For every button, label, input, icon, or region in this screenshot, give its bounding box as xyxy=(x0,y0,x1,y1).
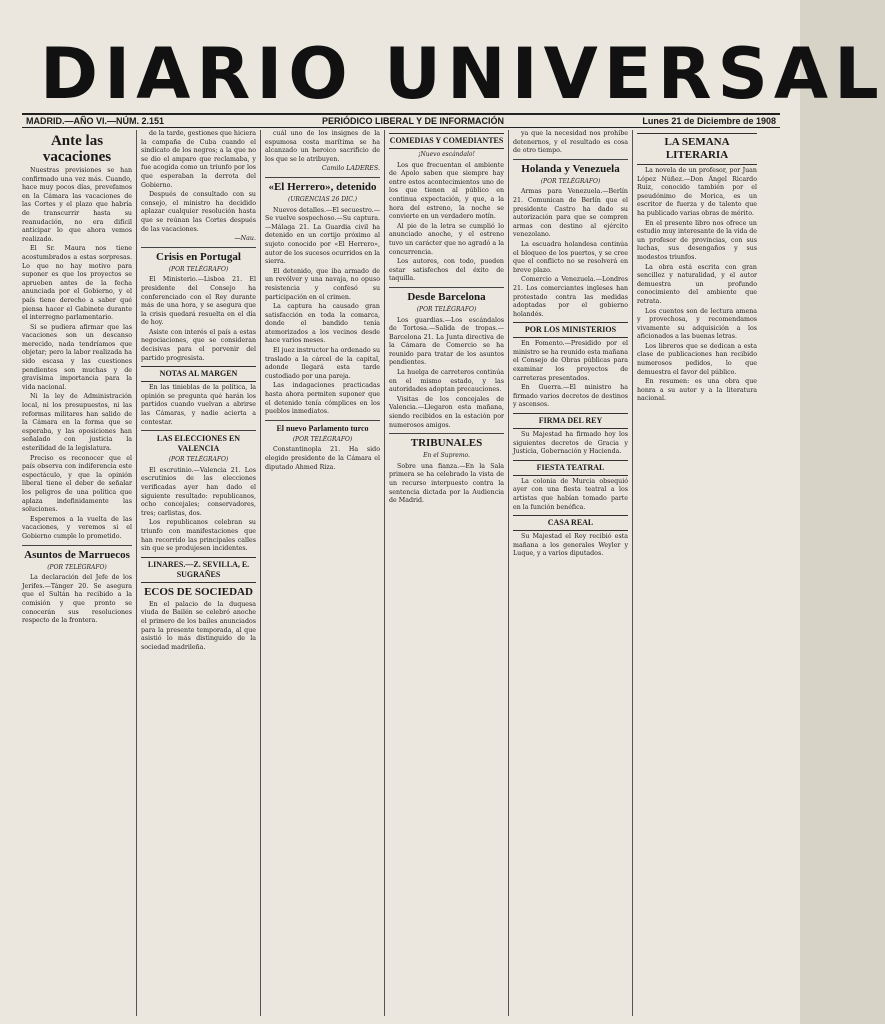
divider xyxy=(513,159,628,160)
column-6 xyxy=(637,130,757,1016)
issue-number: MADRID.—AÑO VI.—NÚM. 2.151 xyxy=(26,116,165,126)
paragraph: La colonia de Murcia obsequió ayer con una fiesta teatral a los artistas que habían tomado parte en la función benéfica. xyxy=(513,477,628,511)
paragraph: Los autores, con todo, pueden estar satisfechos del éxito de taquilla. xyxy=(389,258,504,283)
section-subtitle: (POR TELÉGRAFO) xyxy=(416,305,477,313)
divider xyxy=(22,545,132,546)
paragraph: Sobre una fianza.—En la Sala primera se ha celebrado la vista de un recurso interpuesto contra la sentencia dictada por la Audiencia de Madrid. xyxy=(389,462,504,505)
paragraph: El Sr. Maura nos tiene acostumbrados a estas sorpresas. Lo que no hay motivo para suponer es que los proyectos se aprueben antes de la fecha anunciada por el Gobierno, y el país tiene derecho a saber qué piensa hacer el Gabinete durante el interregno parlamentario. xyxy=(22,245,132,322)
article-headline: Ante las vacaciones xyxy=(42,133,112,165)
section-subtitle: (POR TELÉGRAFO) xyxy=(168,265,229,273)
section-subtitle: (POR TELÉGRAFO) xyxy=(47,563,107,571)
section-subtitle: (POR TELÉGRAFO) xyxy=(168,456,229,464)
paragraph: La huelga de carreteros continúa en el mismo estado, y las autoridades adoptan precauciones. xyxy=(389,369,504,394)
column-5 xyxy=(513,130,628,1016)
paragraph: Al pie de la letra se cumplió lo anunciado anoche, y el estreno tuvo un carácter que no agradó a la concurrencia. xyxy=(389,222,504,256)
divider xyxy=(389,287,504,288)
advert-strip: LINARES.—Z. SEVILLA, E. SUGRAÑES xyxy=(141,557,256,583)
paragraph: Su Majestad el Rey recibió esta mañana a los generales Weyler y Luque, y a varios diputados. xyxy=(513,533,628,558)
paragraph: Los republicanos celebran su triunfo con manifestaciones que han recorrido las principales calles sin que se produjesen incidentes. xyxy=(141,519,256,553)
column-divider xyxy=(632,130,633,1016)
section-headline: El nuevo Parlamento turco xyxy=(276,423,369,433)
column-divider xyxy=(260,130,261,1016)
section-headline: Holanda y Venezuela xyxy=(521,162,620,175)
paragraph: En las tinieblas de la política, la opinión se pregunta qué harán los partidos cuando vuelvan a abrirse las Cámaras, y nadie acierta a contestar. xyxy=(141,384,256,426)
paragraph: En resumen: es una obra que honra a su autor y a la literatura nacional. xyxy=(637,378,757,403)
divider xyxy=(265,177,380,178)
section-headline: TRIBUNALES xyxy=(410,437,483,450)
paragraph: La novela de un profesor, por Juan López Núñez.—Don Ángel Ricardo Ruiz, conocido también por el pseudónimo de Morica, es un escritor de fuerza y de talento que ha publicado varias obras de mérito. xyxy=(637,167,757,217)
paragraph: La captura ha causado gran satisfacción en toda la comarca, donde el bandido tenía atemorizados a los vecinos desde hace varios meses. xyxy=(265,303,380,345)
paragraph: El Ministerio.—Lisboa 21. El presidente del Consejo ha conferenciado con el Rey durante más de una hora, y se asegura que la crisis quedará resuelta en el día de hoy. xyxy=(141,276,256,327)
section-headline: COMEDIAS Y COMEDIANTES xyxy=(389,133,504,149)
section-headline: Desde Barcelona xyxy=(407,290,486,303)
section-headline: Crisis en Portugal xyxy=(156,250,241,263)
paragraph: La obra está escrita con gran sencillez y naturalidad, y el autor demuestra un profundo conocimiento del ambiente que retrata. xyxy=(637,263,757,305)
section-headline: FIRMA DEL REY xyxy=(513,413,628,429)
section-headline: «El Herrero», detenido xyxy=(268,180,377,193)
paragraph: Constantinopla 21. Ha sido elegido presidente de la Cámara el diputado Ahmed Riza. xyxy=(265,446,380,471)
paragraph: Los guardias.—Los escándalos de Tortosa.—Salida de tropas.—Barcelona 21. La Junta directiva de la Cámara de Comercio se ha reunido para tratar de los asuntos pendientes. xyxy=(389,316,504,367)
column-divider xyxy=(136,130,137,1016)
paragraph: Si se pudiera afirmar que las vacaciones son un descanso merecido, nada tendríamos que objetar; pero la labor realizada ha sido escasa y las cuestiones pendientes son muchas y de gravísima importancia para la vida nacional. xyxy=(22,323,132,391)
paragraph: Los libreros que se dedican a esta clase de publicaciones han recibido numerosos pedidos, lo que demuestra el favor del público. xyxy=(637,342,757,376)
column-1 xyxy=(22,130,132,1016)
divider xyxy=(389,433,504,434)
divider xyxy=(265,420,380,421)
section-headline: CASA REAL xyxy=(513,515,628,531)
signature: —Nau. xyxy=(234,235,256,243)
section-headline: FIESTA TEATRAL xyxy=(513,460,628,476)
paragraph: cuál uno de los insignes de la espumosa costa marítima se ha alcanzado un heroico sacrificio de los que se le atribuyen. xyxy=(265,130,380,163)
section-headline: Asuntos de Marruecos xyxy=(24,548,130,561)
section-headline: POR LOS MINISTERIOS xyxy=(513,322,628,338)
paragraph: Las indagaciones practicadas hasta ahora permiten suponer que el detenido tenía cómplices en los pueblos inmediatos. xyxy=(265,382,380,416)
section-subtitle: En el Supremo. xyxy=(423,452,470,460)
paragraph: Visitas de los concejales de Valencia.—Llegaron esta mañana, siendo recibidos en la estación por numerosos amigos. xyxy=(389,395,504,429)
column-4 xyxy=(389,130,504,1016)
paper-subtitle: PERIÓDICO LIBERAL Y DE INFORMACIÓN xyxy=(322,116,505,126)
paragraph: En Guerra.—El ministro ha firmado varios decretos de destinos y ascensos. xyxy=(513,384,628,409)
section-subtitle: (POR TELÉGRAFO) xyxy=(540,177,601,185)
paragraph: Ni la ley de Administración local, ni los presupuestos, ni las reformas militares han salido de la Cámara en la forma que se esperaba, y las oposiciones han señalado con justicia la esterilidad de la legislatura. xyxy=(22,393,132,452)
paragraph: Su Majestad ha firmado hoy los siguientes decretos de Gracia y Justicia, Gobernación y Hacienda. xyxy=(513,431,628,456)
paragraph: La escuadra holandesa continúa el bloqueo de los puertos, y se cree que el conflicto no se resolverá en breve plazo. xyxy=(513,240,628,274)
paragraph: Esperemos a la vuelta de las vacaciones, y veremos si el Gobierno cumple lo prometido. xyxy=(22,515,132,540)
signature: Camilo LADERES. xyxy=(321,165,380,173)
paragraph: Nuevos detalles.—El secuestro.—Se vuelve sospechoso.—Su captura.—Málaga 21. La Guardia civil ha detenido en un cortijo próximo al sujeto conocido por «El Herrero», autor de los sucesos ocurridos en la sierra. xyxy=(265,206,380,266)
section-subtitle: (URGENCIAS 26 DIC.) xyxy=(288,195,357,203)
paragraph: Preciso es reconocer que el país observa con indiferencia este espectáculo, y que la opinión liberal tiene el deber de señalar los peligros de una política que aplaza indefinidamente las soluciones. xyxy=(22,454,132,514)
paragraph: ya que la necesidad nos prohíbe detenernos, y el resultado es cosa de otro tiempo. xyxy=(513,130,628,155)
column-3 xyxy=(265,130,380,1016)
paragraph: En el presente libro nos ofrece un estudio muy interesante de la vida de un profesor de provincias, con sus luchas, sus desengaños y sus modestos triunfos. xyxy=(637,219,757,261)
column-divider xyxy=(384,130,385,1016)
masthead-title: DIARIO UNIVERSAL xyxy=(40,33,885,115)
issue-date: Lunes 21 de Diciembre de 1908 xyxy=(642,116,776,126)
divider xyxy=(141,430,256,431)
dateline xyxy=(22,113,780,128)
paragraph: Después de consultado con su consejo, el ministro ha decidido aplazar cualquier resolución hasta que se reúnan las Cortes después de las vacaciones. xyxy=(141,191,256,233)
section-headline: LAS ELECCIONES EN VALENCIA xyxy=(156,434,241,454)
section-headline: ECOS DE SOCIEDAD xyxy=(144,585,253,598)
paragraph: En Fomento.—Presidido por el ministro se ha reunido esta mañana el Consejo de Obras públicas para examinar los proyectos de carreteras presentados. xyxy=(513,340,628,382)
divider xyxy=(141,247,256,248)
paragraph: Comercio a Venezuela.—Londres 21. Los comerciantes ingleses han protestado contra las medidas adoptadas por el gobierno holandés. xyxy=(513,276,628,318)
section-headline: NOTAS AL MARGEN xyxy=(141,366,256,382)
paragraph: Nuestras previsiones se han confirmado una vez más. Cuando, hace muy pocos días, prevefamos en la Cámara las vacaciones de las Cortes y el plazo que habría de transcurrir hasta su reanudación, no era difícil anticipar lo que ahora vemos realizado. xyxy=(22,167,132,243)
paragraph: de la tarde, gestiones que hiciera la campaña de Cuba cuando el sindicato de los negros; a la que no se dio el amparo que reclamaba, y fue acogida como un triunfo por los que esperaban la derrota del Gobierno. xyxy=(141,130,256,189)
paragraph: Los que frecuentan el ambiente de Apolo saben que siempre hay entre estos acontecimientos uno de los que tienen al público en continua expectación, y que, a la hora del estreno, la noche se convierte en un verdadero motín. xyxy=(389,161,504,221)
section-headline: LA SEMANA LITERARIA xyxy=(637,133,757,165)
section-subtitle: (POR TELÉGRAFO) xyxy=(292,435,353,443)
column-divider xyxy=(508,130,509,1016)
paragraph: El juez instructor ha ordenado su traslado a la cárcel de la capital, adonde llegará esta tarde custodiado por una pareja. xyxy=(265,347,380,380)
paragraph: El detenido, que iba armado de un revólver y una navaja, no opuso resistencia y confesó su participación en el crimen. xyxy=(265,267,380,301)
paragraph: En el palacio de la duquesa viuda de Bailén se celebró anoche el primero de los bailes anunciados para la presente temporada, al que asistió lo más distinguido de la sociedad madrileña. xyxy=(141,600,256,651)
paragraph: La declaración del Jefe de los Jerifes.—Tánger 20. Se asegura que el Sultán ha recibido a la comisión y que pronto se conocerán sus resoluciones respecto de la frontera. xyxy=(22,574,132,625)
paragraph: Armas para Venezuela.—Berlín 21. Comunican de Berlín que el presidente Castro ha dado su autorización para que se compren armas con destino al ejército venezolano. xyxy=(513,188,628,239)
paragraph: Los cuentos son de lectura amena y provechosa, y recomendamos vivamente su adquisición a los aficionados a las buenas letras. xyxy=(637,307,757,341)
paragraph: Asiste con interés el país a estas negociaciones, que se consideran decisivas para el porvenir del partido progresista. xyxy=(141,328,256,362)
paragraph: El escrutinio.—Valencia 21. Los escrutinios de las elecciones verificadas ayer han dado el siguiente resultado: republicanos, ocho concejales; conservadores, tres; carlistas, dos. xyxy=(141,466,256,517)
section-subtitle: ¡Nuevo escándalo! xyxy=(418,151,475,158)
column-2 xyxy=(141,130,256,1016)
